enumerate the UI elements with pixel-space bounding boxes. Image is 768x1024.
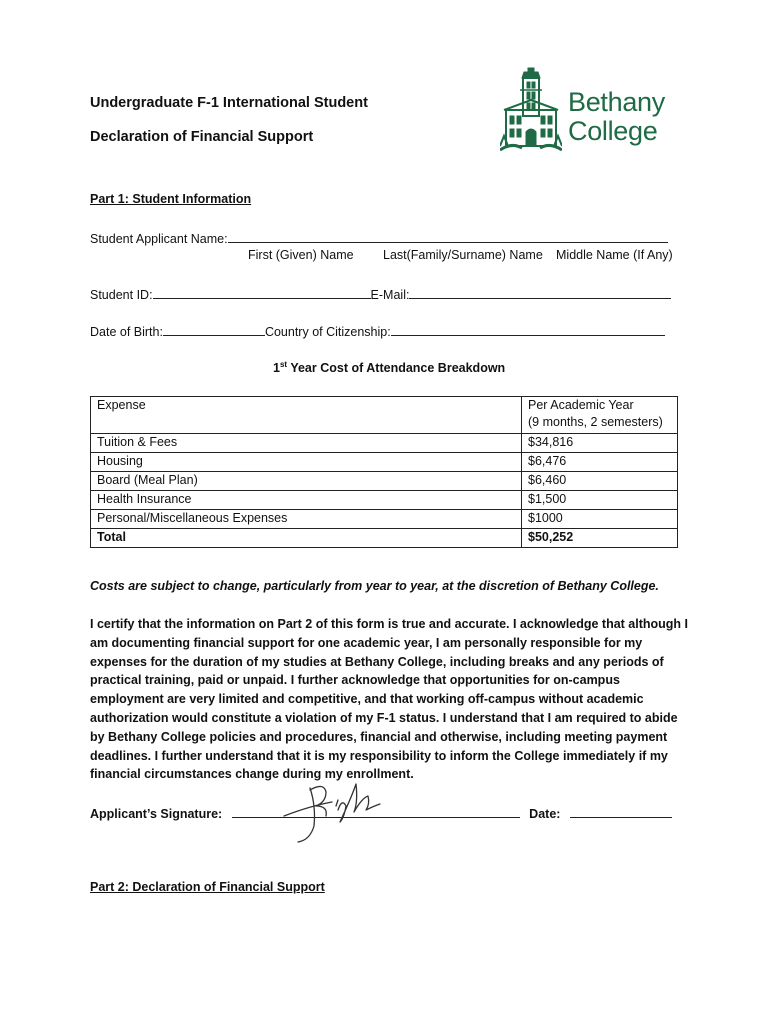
expense-cell: Health Insurance <box>91 491 522 510</box>
certification-line: deadlines. I further understand that it is my responsibility to inform the College immediately if my <box>90 748 668 763</box>
cost-change-notice: Costs are subject to change, particularly from year to year, at the discretion of Bethany College. <box>90 579 659 593</box>
certification-line: practical training, paid or unpaid. I further acknowledge that opportunities for on-campus <box>90 673 620 688</box>
student-id-field[interactable] <box>153 286 371 299</box>
table-row <box>91 434 678 453</box>
expense-cell: Tuition & Fees <box>91 434 522 453</box>
logo-text-line2: College <box>568 116 658 146</box>
handwritten-signature <box>280 776 390 846</box>
amount-cell: $6,460 <box>522 472 678 491</box>
expense-cell: Board (Meal Plan) <box>91 472 522 491</box>
certification-line: am documenting financial support for one academic year, I am personally responsible for my <box>90 635 643 650</box>
signature-label: Applicant’s Signature: <box>90 807 223 821</box>
email-label: E-Mail: <box>370 288 410 302</box>
header-per-year: Per Academic Year (9 months, 2 semesters) <box>522 397 678 434</box>
table-row <box>91 472 678 491</box>
dob-field[interactable] <box>163 323 265 336</box>
table-row <box>91 491 678 510</box>
expense-cell: Personal/Miscellaneous Expenses <box>91 510 522 529</box>
certification-line: by Bethany College policies and procedures, financial and otherwise, including meeting payment <box>90 729 668 744</box>
certification-line: I certify that the information on Part 2 of this form is true and accurate. I acknowledge that although I <box>90 617 688 631</box>
table-row <box>91 510 678 529</box>
table-row <box>91 453 678 472</box>
certification-line: expenses for the duration of my studies at Bethany College, including breaks and any periods of <box>90 654 664 669</box>
table-total-row <box>91 529 678 548</box>
certification-paragraph <box>90 615 688 784</box>
name-sublabel-first: First (Given) Name <box>248 248 354 262</box>
student-name-row <box>90 230 668 246</box>
dob-row <box>90 323 665 339</box>
header-expense: Expense <box>91 397 522 434</box>
total-label: Total <box>91 529 522 548</box>
bethany-college-logo <box>500 66 675 154</box>
cost-table-caption: 1st Year Cost of Attendance Breakdown <box>273 360 506 376</box>
amount-cell: $1000 <box>522 510 678 529</box>
citizenship-field[interactable] <box>391 323 665 336</box>
name-sublabel-middle: Middle Name (If Any) <box>556 248 673 262</box>
cost-breakdown-table <box>90 396 678 548</box>
total-amount: $50,252 <box>522 529 678 548</box>
table-header-row <box>91 397 678 434</box>
citizenship-label: Country of Citizenship: <box>264 325 391 339</box>
dob-label: Date of Birth: <box>90 325 163 339</box>
expense-cell: Housing <box>91 453 522 472</box>
form-title-line1: Undergraduate F-1 International Student <box>90 95 368 111</box>
student-id-label: Student ID: <box>90 288 153 302</box>
name-sublabel-last: Last(Family/Surname) Name <box>383 248 543 262</box>
student-name-label: Student Applicant Name: <box>90 232 228 246</box>
building-tower-icon <box>500 66 562 154</box>
certification-line: authorization would constitute a violation of my F-1 status. I understand that I am required to abide <box>90 710 678 725</box>
amount-cell: $1,500 <box>522 491 678 510</box>
certification-line: employment are very limited and competitive, and that working off-campus without academic <box>90 692 644 707</box>
logo-text-line1: Bethany <box>568 87 665 117</box>
date-label: Date: <box>529 807 561 821</box>
certification-line: financial circumstances change during my enrollment. <box>90 767 414 782</box>
part1-heading: Part 1: Student Information <box>90 192 252 206</box>
student-name-field[interactable] <box>228 230 668 243</box>
amount-cell: $34,816 <box>522 434 678 453</box>
part2-heading: Part 2: Declaration of Financial Support <box>90 880 325 894</box>
form-title-line2: Declaration of Financial Support <box>90 129 314 145</box>
student-id-row <box>90 286 671 302</box>
email-field[interactable] <box>409 286 671 299</box>
date-field[interactable] <box>570 805 672 818</box>
amount-cell: $6,476 <box>522 453 678 472</box>
